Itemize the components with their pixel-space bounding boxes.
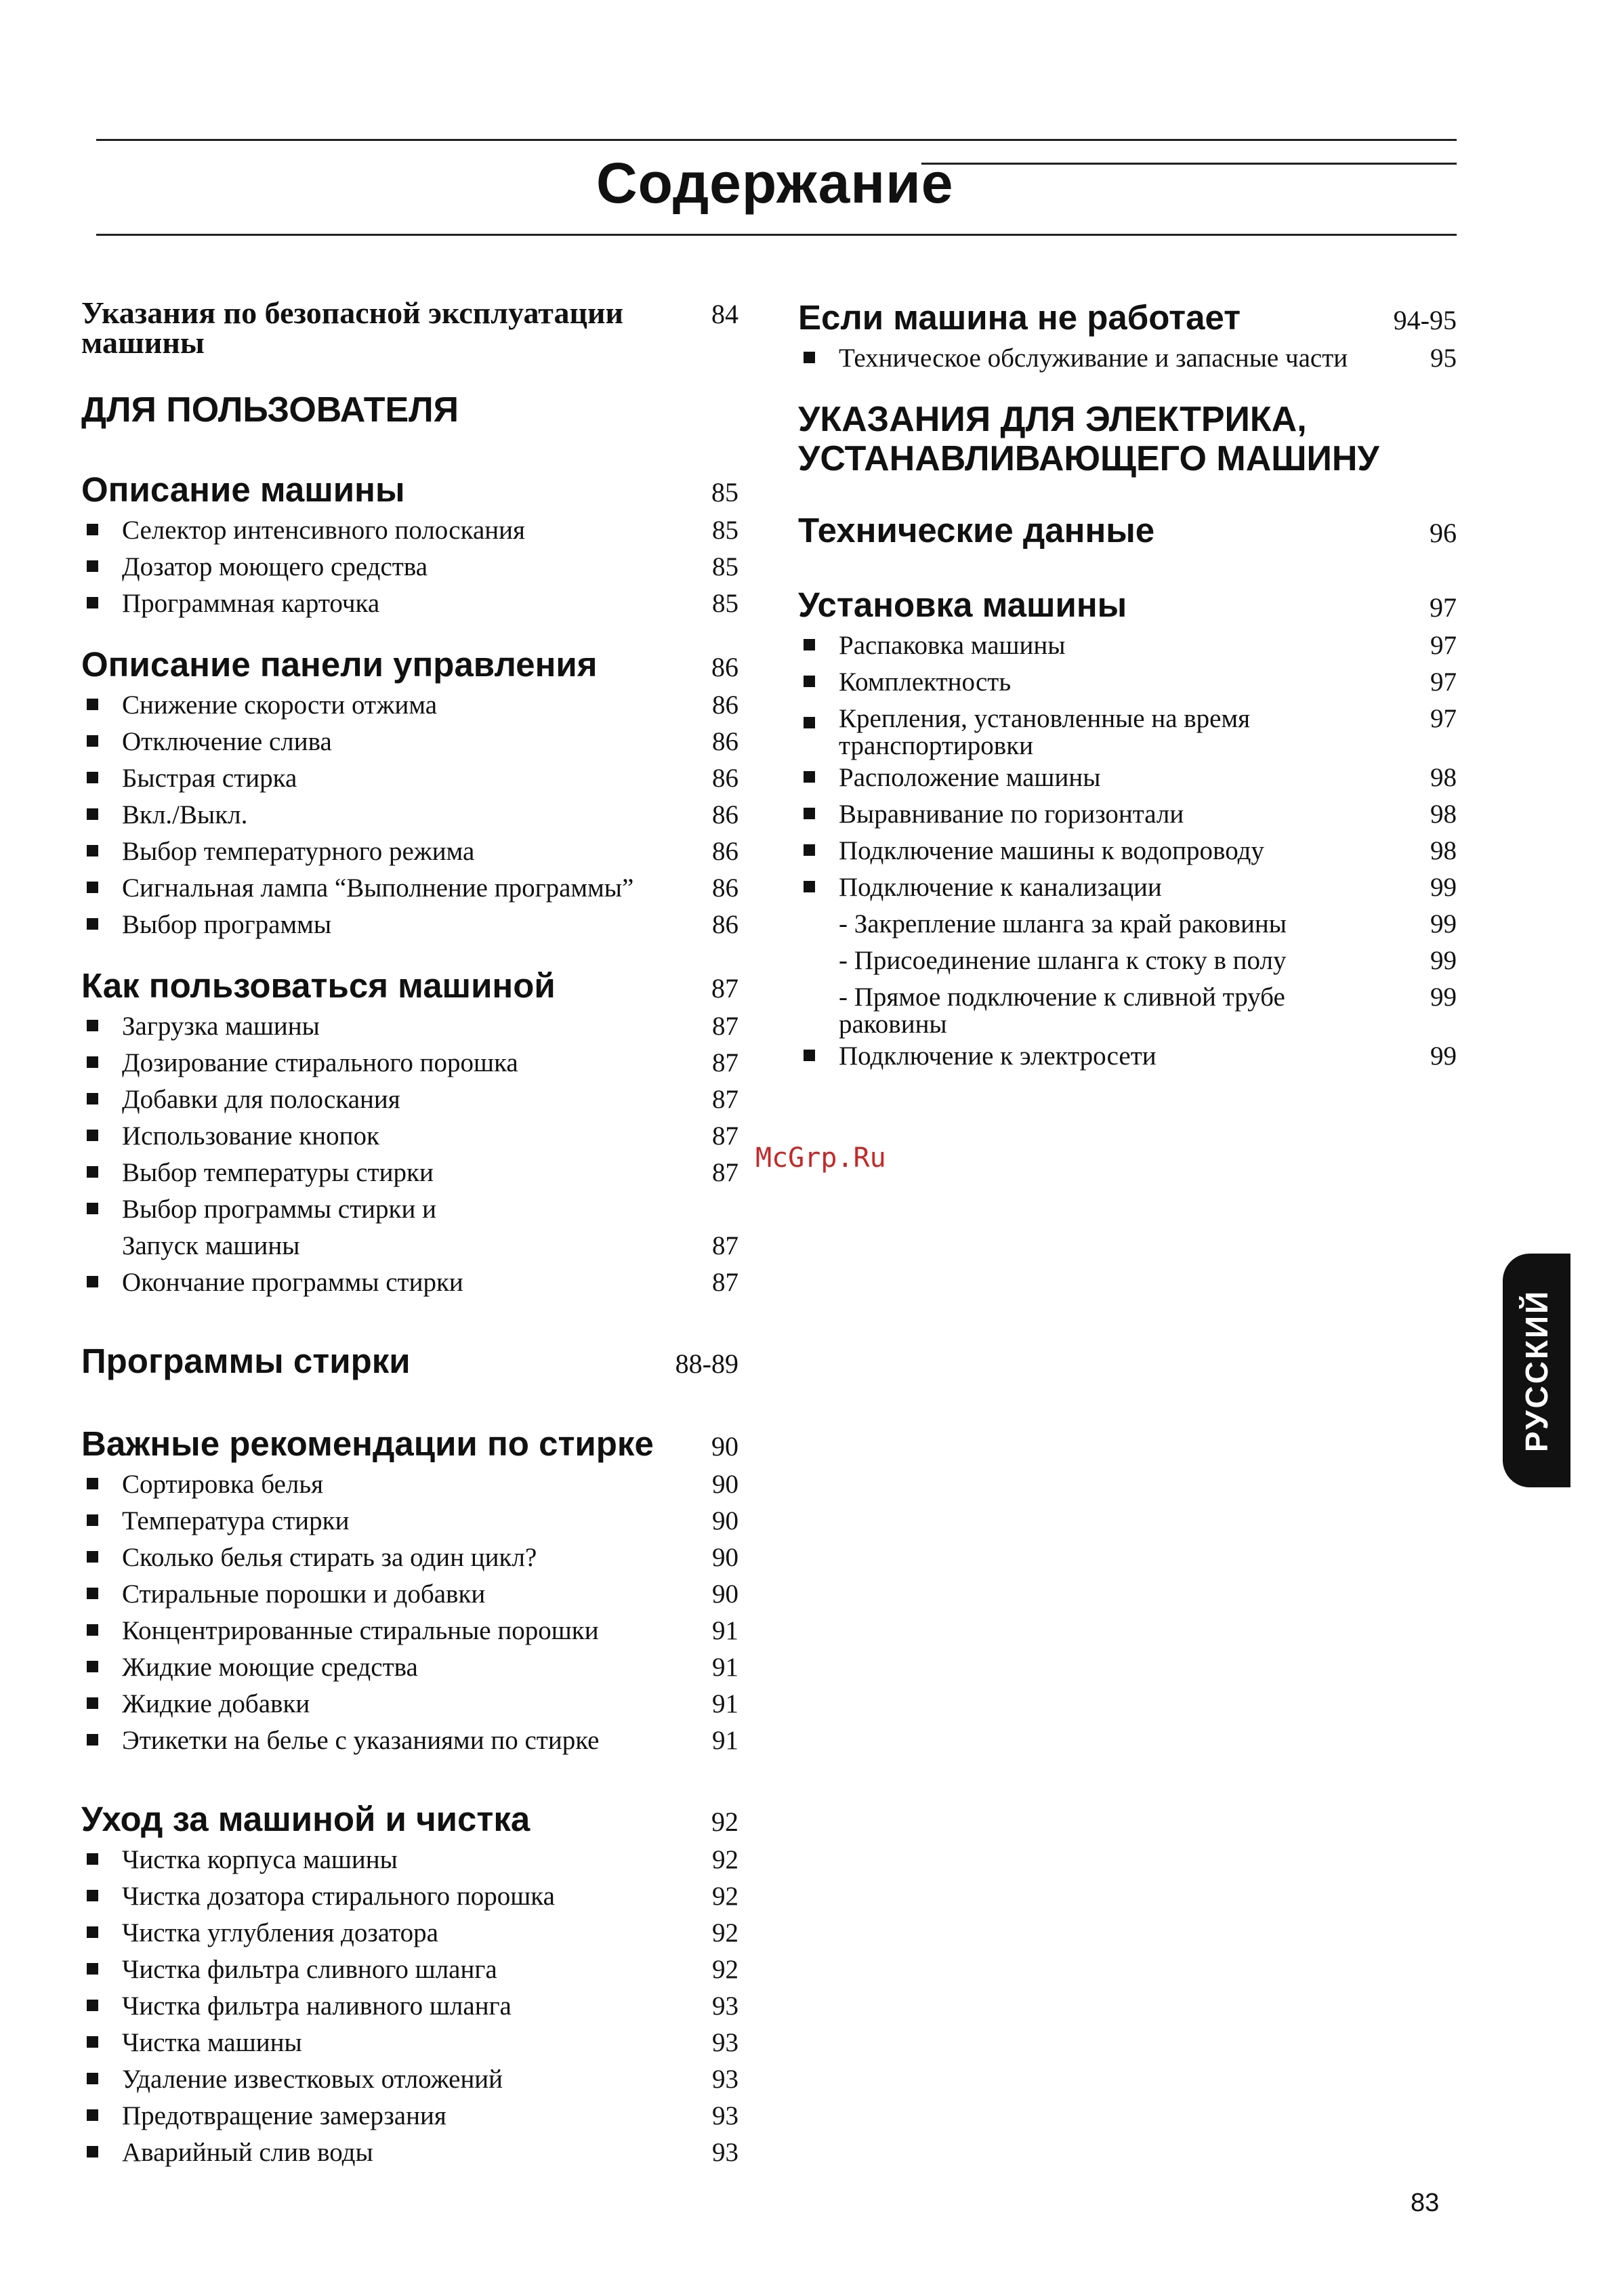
toc-item[interactable]: Сигнальная лампа “Выполнение программы” 86 xyxy=(81,870,738,907)
toc-item[interactable]: Выбор программы стирки и xyxy=(81,1191,738,1228)
section-page: 96 xyxy=(1430,518,1457,548)
toc-item[interactable]: Чистка фильтра наливного шланга 93 xyxy=(81,1988,738,2025)
page-number: 83 xyxy=(1411,2189,1440,2217)
toc-item[interactable]: Выбор температурного режима 86 xyxy=(81,833,738,870)
toc-item[interactable]: Дозирование стирального порошка 87 xyxy=(81,1045,738,1081)
toc-item[interactable]: Селектор интенсивного полоскания 85 xyxy=(81,512,738,549)
group-heading-line2: УСТАНАВЛИВАЮЩЕГО МАШИНУ xyxy=(798,439,1379,478)
toc-item[interactable]: Расположение машины 98 xyxy=(798,760,1457,796)
toc-item[interactable]: Сортировка белья 90 xyxy=(81,1466,738,1503)
toc-item[interactable]: Использование кнопок 87 xyxy=(81,1118,738,1155)
language-tab-label: РУССКИЙ xyxy=(1519,1289,1554,1452)
section-title[interactable]: Установка машины xyxy=(798,585,1127,624)
toc-item[interactable]: Комплектность 97 xyxy=(798,664,1457,701)
header-rule-top-right xyxy=(921,163,1457,165)
toc-subitem[interactable]: - Присоединение шланга к стоку в полу 99 xyxy=(839,946,1457,975)
toc-item[interactable]: Предотвращение замерзания 93 xyxy=(81,2098,738,2134)
toc-item[interactable]: Удаление известковых отложений 93 xyxy=(81,2061,738,2098)
toc-subitem[interactable]: - Прямое подключение к сливной трубе раковины 99 xyxy=(839,983,1457,1039)
section-page: 97 xyxy=(1430,592,1457,623)
section-page: 85 xyxy=(711,477,738,508)
toc-item[interactable]: Распаковка машины 97 xyxy=(798,627,1457,664)
section-page: 88-89 xyxy=(675,1348,738,1379)
section-title[interactable]: Как пользоваться машиной xyxy=(81,966,556,1005)
section-title[interactable]: Если машина не работает xyxy=(798,298,1241,337)
section-page: 94-95 xyxy=(1393,305,1457,335)
toc-items xyxy=(81,512,738,622)
toc-section-panel xyxy=(81,645,738,943)
toc-left-column xyxy=(81,295,738,2171)
section-title[interactable]: Описание панели управления xyxy=(81,645,598,684)
toc-item[interactable]: Концентрированные стиральные порошки 91 xyxy=(81,1613,738,1649)
toc-items xyxy=(798,340,1457,377)
toc-right-column xyxy=(798,298,1457,1075)
toc-item[interactable]: Аварийный слив воды 93 xyxy=(81,2134,738,2171)
toc-section-install xyxy=(798,585,1457,1075)
toc-items xyxy=(798,627,1457,1075)
language-tab xyxy=(1503,1254,1570,1487)
toc-item[interactable]: Чистка машины 93 xyxy=(81,2025,738,2061)
heading-for-electrician xyxy=(798,400,1457,478)
header-rule-bottom xyxy=(96,234,1457,236)
section-title[interactable]: Описание машины xyxy=(81,470,405,509)
toc-item[interactable]: Добавки для полоскания 87 xyxy=(81,1081,738,1118)
toc-item[interactable]: Программная карточка 85 xyxy=(81,585,738,622)
toc-section-machine xyxy=(81,470,738,622)
toc-items xyxy=(81,1842,738,2171)
toc-item[interactable]: Крепления, установленные на время транспортировки 97 xyxy=(798,701,1457,760)
toc-item[interactable]: Выбор температуры стирки 87 xyxy=(81,1155,738,1191)
toc-item[interactable]: Выравнивание по горизонтали 98 xyxy=(798,796,1457,833)
section-page: 90 xyxy=(711,1431,738,1462)
toc-item[interactable]: Сколько белья стирать за один цикл? 90 xyxy=(81,1540,738,1576)
toc-section-care xyxy=(81,1800,738,2171)
toc-section-tips xyxy=(81,1424,738,1759)
toc-item[interactable]: Техническое обслуживание и запасные части 95 xyxy=(798,340,1457,377)
toc-section-use xyxy=(81,966,738,1301)
toc-item[interactable]: Чистка углубления дозатора 92 xyxy=(81,1915,738,1951)
toc-item[interactable]: Чистка корпуса машины 92 xyxy=(81,1842,738,1878)
section-page: 84 xyxy=(711,299,738,329)
toc-section-specs xyxy=(798,511,1457,553)
toc-item[interactable]: Дозатор моющего средства 85 xyxy=(81,549,738,585)
toc-item[interactable]: Стиральные порошки и добавки 90 xyxy=(81,1576,738,1613)
section-title[interactable]: Программы стирки xyxy=(81,1342,411,1380)
toc-item[interactable]: Жидкие моющие средства 91 xyxy=(81,1649,738,1686)
toc-items xyxy=(81,687,738,943)
toc-item[interactable]: Окончание программы стирки 87 xyxy=(81,1264,738,1301)
section-title[interactable]: Указания по безопасной эксплуатации машины xyxy=(81,295,623,360)
page-title: Содержание xyxy=(596,151,954,215)
toc-section-trouble xyxy=(798,298,1457,377)
toc-item[interactable]: Подключение машины к водопроводу 98 xyxy=(798,833,1457,869)
toc-items xyxy=(81,1008,738,1301)
toc-item[interactable]: Температура стирки 90 xyxy=(81,1503,738,1540)
toc-subitem[interactable]: - Закрепление шланга за край раковины 99 xyxy=(839,909,1457,938)
section-title[interactable]: Важные рекомендации по стирке xyxy=(81,1424,654,1463)
toc-item[interactable]: Чистка фильтра сливного шланга 92 xyxy=(81,1951,738,1988)
toc-section-programs xyxy=(81,1342,738,1384)
section-page: 92 xyxy=(711,1806,738,1837)
header-rule-top xyxy=(96,139,1457,141)
toc-item[interactable]: Выбор программы 86 xyxy=(81,907,738,943)
toc-item[interactable]: Чистка дозатора стирального порошка 92 xyxy=(81,1878,738,1915)
toc-item[interactable]: Подключение к канализации 99 xyxy=(798,869,1457,906)
toc-item[interactable]: Отключение слива 86 xyxy=(81,724,738,760)
toc-item[interactable]: Подключение к электросети 99 xyxy=(798,1038,1457,1075)
group-heading: ДЛЯ ПОЛЬЗОВАТЕЛЯ xyxy=(81,390,459,430)
watermark-text: McGrp.Ru xyxy=(755,1142,886,1174)
toc-item[interactable]: Загрузка машины 87 xyxy=(81,1008,738,1045)
toc-item[interactable]: Быстрая стирка 86 xyxy=(81,760,738,797)
toc-item[interactable]: Жидкие добавки 91 xyxy=(81,1686,738,1722)
toc-items xyxy=(81,1466,738,1759)
group-heading-line1: УКАЗАНИЯ ДЛЯ ЭЛЕКТРИКА, xyxy=(798,400,1307,439)
toc-item-continuation[interactable]: Запуск машины 87 xyxy=(122,1231,738,1260)
toc-section-safety xyxy=(81,295,738,360)
toc-item[interactable]: Вкл./Выкл. 86 xyxy=(81,797,738,833)
section-page: 86 xyxy=(711,652,738,682)
section-page: 87 xyxy=(711,973,738,1004)
section-title[interactable]: Уход за машиной и чистка xyxy=(81,1800,530,1838)
toc-item[interactable]: Этикетки на белье с указаниями по стирке 91 xyxy=(81,1722,738,1759)
section-title[interactable]: Технические данные xyxy=(798,511,1155,550)
heading-for-user xyxy=(81,390,738,430)
toc-item[interactable]: Снижение скорости отжима 86 xyxy=(81,687,738,724)
